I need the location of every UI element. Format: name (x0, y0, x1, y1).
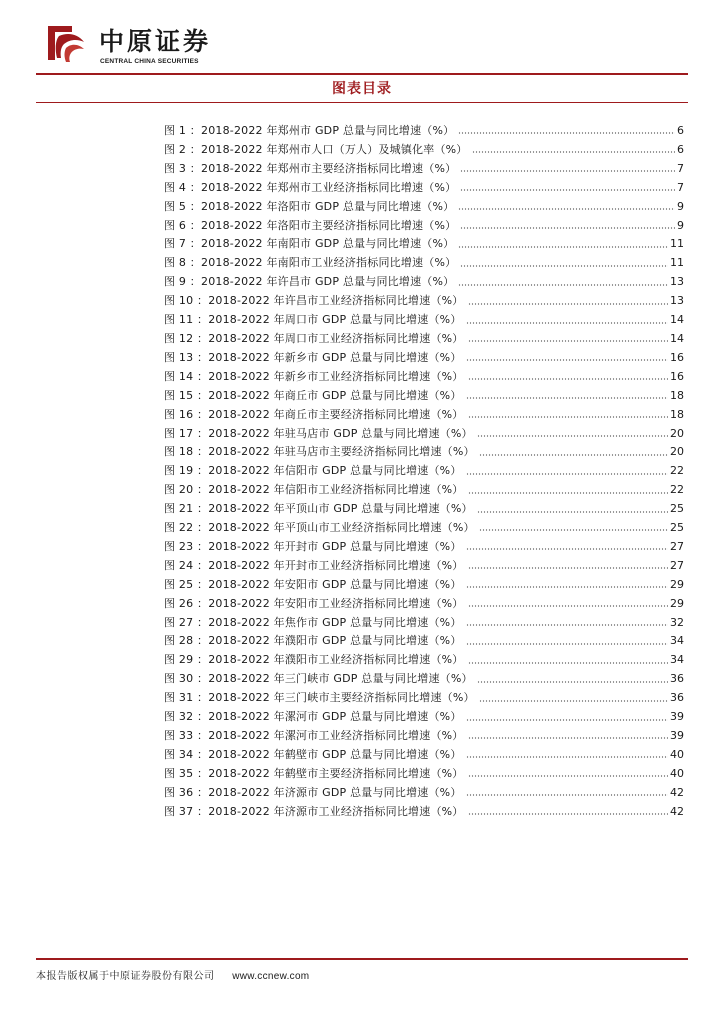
toc-entry[interactable] (164, 538, 684, 557)
toc-entry-page: 7 (677, 161, 684, 175)
toc-entry-page: 42 (670, 804, 684, 818)
toc-entry-title: 图 21 ：2018-2022 年平顶山市 GDP 总量与同比增速（%） (164, 502, 473, 516)
toc-entry-title: 图 10 ：2018-2022 年许昌市工业经济指标同比增速（%） (164, 294, 464, 308)
toc-entry[interactable] (164, 406, 684, 425)
toc-entry[interactable] (164, 443, 684, 462)
dot-leader (468, 567, 669, 569)
toc-entry-title: 图 13 ：2018-2022 年新乡市 GDP 总量与同比增速（%） (164, 350, 462, 364)
toc-entry-page: 9 (677, 218, 684, 232)
dot-leader (466, 473, 668, 475)
toc-entry-title: 图 12 ：2018-2022 年周口市工业经济指标同比增速（%） (164, 331, 464, 345)
toc-entry-page: 11 (670, 256, 684, 270)
toc-entry[interactable] (164, 708, 684, 727)
dot-leader (477, 511, 668, 513)
website-link[interactable]: www.ccnew.com (232, 971, 310, 982)
dot-leader (479, 700, 668, 702)
toc-entry-page: 16 (670, 350, 684, 364)
dot-leader (468, 416, 669, 418)
toc-entry-page: 40 (670, 766, 684, 780)
toc-entry-title: 图 19 ：2018-2022 年信阳市 GDP 总量与同比增速（%） (164, 464, 462, 478)
toc-entry-page: 25 (670, 502, 684, 516)
toc-entry-page: 29 (670, 596, 684, 610)
dot-leader (466, 322, 668, 324)
toc-entry-title: 图 9 ：2018-2022 年许昌市 GDP 总量与同比增速（%） (164, 275, 455, 289)
toc-entry[interactable] (164, 632, 684, 651)
toc-entry-page: 6 (677, 142, 684, 156)
company-logo-icon (44, 22, 90, 66)
toc-entry[interactable] (164, 122, 684, 141)
toc-entry-title: 图 20 ：2018-2022 年信阳市工业经济指标同比增速（%） (164, 483, 464, 497)
toc-entry[interactable] (164, 765, 684, 784)
toc-entry-title: 图 24 ：2018-2022 年开封市工业经济指标同比增速（%） (164, 558, 464, 572)
footer-divider (36, 958, 688, 960)
toc-entry[interactable] (164, 576, 684, 595)
toc-entry-page: 18 (670, 388, 684, 402)
dot-leader (468, 737, 669, 739)
dot-leader (458, 132, 675, 134)
toc-entry[interactable] (164, 254, 684, 273)
toc-entry-page: 16 (670, 369, 684, 383)
dot-leader (468, 662, 669, 664)
toc-entry-title: 图 25 ：2018-2022 年安阳市 GDP 总量与同比增速（%） (164, 577, 462, 591)
brand-name-cn: 中原证券 (99, 27, 212, 56)
toc-entry-title: 图 3 ：2018-2022 年郑州市主要经济指标同比增速（%） (164, 161, 457, 175)
dot-leader (468, 605, 669, 607)
toc-entry-title: 图 36 ：2018-2022 年济源市 GDP 总量与同比增速（%） (164, 785, 462, 799)
toc-entry[interactable] (164, 689, 684, 708)
page-title: 图表目录 (332, 81, 392, 97)
toc-entry[interactable] (164, 670, 684, 689)
toc-entry-page: 22 (670, 464, 684, 478)
toc-entry-title: 图 1 ：2018-2022 年郑州市 GDP 总量与同比增速（%） (164, 124, 455, 137)
toc-entry-page: 20 (670, 426, 684, 440)
dot-leader (460, 265, 668, 267)
dot-leader (458, 208, 675, 210)
toc-entry-title: 图 32 ：2018-2022 年漯河市 GDP 总量与同比增速（%） (164, 710, 462, 724)
toc-entry-page: 40 (670, 747, 684, 761)
dot-leader (460, 227, 675, 229)
toc-entry-page: 25 (670, 521, 684, 535)
toc-entry[interactable] (164, 292, 684, 311)
dot-leader (466, 359, 668, 361)
toc-entry[interactable] (164, 651, 684, 670)
toc-entry[interactable] (164, 160, 684, 179)
toc-entry[interactable] (164, 595, 684, 614)
dot-leader (477, 435, 668, 437)
dot-leader (466, 794, 668, 796)
toc-entry-page: 22 (670, 483, 684, 497)
toc-entry[interactable] (164, 519, 684, 538)
dot-leader (472, 151, 676, 153)
toc-entry-title: 图 17 ：2018-2022 年驻马店市 GDP 总量与同比增速（%） (164, 426, 473, 440)
toc-entry-title: 图 26 ：2018-2022 年安阳市工业经济指标同比增速（%） (164, 596, 464, 610)
toc-entry-title: 图 22 ：2018-2022 年平顶山市工业经济指标同比增速（%） (164, 521, 475, 535)
toc-entry-title: 图 15 ：2018-2022 年商丘市 GDP 总量与同比增速（%） (164, 388, 462, 402)
dot-leader (468, 340, 669, 342)
toc-entry-title: 图 8 ：2018-2022 年南阳市工业经济指标同比增速（%） (164, 256, 457, 270)
toc-entry-title: 图 5 ：2018-2022 年洛阳市 GDP 总量与同比增速（%） (164, 199, 455, 213)
toc-entry-page: 14 (670, 331, 684, 345)
dot-leader (468, 378, 669, 380)
toc-entry-title: 图 28 ：2018-2022 年濮阳市 GDP 总量与同比增速（%） (164, 634, 462, 648)
toc-entry-title: 图 29 ：2018-2022 年濮阳市工业经济指标同比增速（%） (164, 653, 464, 667)
toc-entry[interactable] (164, 784, 684, 803)
toc-entry-page: 34 (670, 634, 684, 648)
toc-entry-title: 图 18 ：2018-2022 年驻马店市主要经济指标同比增速（%） (164, 445, 475, 459)
figure-list (164, 122, 684, 822)
dot-leader (468, 775, 669, 777)
toc-entry-page: 34 (670, 653, 684, 667)
dot-leader (466, 624, 668, 626)
toc-entry-page: 6 (677, 124, 684, 137)
page-footer (36, 970, 309, 984)
header-divider (36, 73, 688, 75)
toc-entry[interactable] (164, 746, 684, 765)
toc-entry[interactable] (164, 425, 684, 444)
dot-leader (466, 548, 668, 550)
toc-entry-title: 图 4 ：2018-2022 年郑州市工业经济指标同比增速（%） (164, 180, 457, 194)
toc-entry-title: 图 31 ：2018-2022 年三门峡市主要经济指标同比增速（%） (164, 691, 475, 705)
toc-entry[interactable] (164, 141, 684, 160)
title-divider (36, 102, 688, 103)
toc-entry-title: 图 6 ：2018-2022 年洛阳市主要经济指标同比增速（%） (164, 218, 457, 232)
toc-entry[interactable] (164, 481, 684, 500)
dot-leader (466, 719, 668, 721)
toc-entry[interactable] (164, 273, 684, 292)
toc-entry-page: 36 (670, 672, 684, 686)
toc-entry-page: 9 (677, 199, 684, 213)
toc-entry[interactable] (164, 179, 684, 198)
dot-leader (466, 586, 668, 588)
toc-entry-title: 图 35 ：2018-2022 年鹤壁市主要经济指标同比增速（%） (164, 766, 464, 780)
toc-entry-page: 7 (677, 180, 684, 194)
dot-leader (479, 454, 668, 456)
dot-leader (466, 397, 668, 399)
toc-entry-page: 29 (670, 577, 684, 591)
toc-entry-page: 27 (670, 539, 684, 553)
toc-entry[interactable] (164, 462, 684, 481)
dot-leader (479, 529, 668, 531)
toc-entry-title: 图 27 ：2018-2022 年焦作市 GDP 总量与同比增速（%） (164, 615, 462, 629)
brand-name-en: CENTRAL CHINA SECURITIES (100, 58, 199, 65)
toc-entry-page: 14 (670, 313, 684, 327)
dot-leader (460, 189, 675, 191)
toc-entry-title: 图 33 ：2018-2022 年漯河市工业经济指标同比增速（%） (164, 729, 464, 742)
toc-entry-page: 36 (670, 691, 684, 705)
toc-entry[interactable] (164, 557, 684, 576)
toc-entry[interactable] (164, 727, 684, 746)
toc-entry-title: 图 30 ：2018-2022 年三门峡市 GDP 总量与同比增速（%） (164, 672, 473, 686)
dot-leader (477, 681, 668, 683)
toc-entry[interactable] (164, 235, 684, 254)
toc-entry-title: 图 34 ：2018-2022 年鹤壁市 GDP 总量与同比增速（%） (164, 747, 462, 761)
toc-entry-page: 32 (670, 615, 684, 629)
toc-entry[interactable] (164, 368, 684, 387)
toc-entry-page: 11 (670, 237, 684, 251)
toc-entry[interactable] (164, 500, 684, 519)
toc-entry[interactable] (164, 330, 684, 349)
toc-entry-page: 42 (670, 785, 684, 799)
dot-leader (458, 246, 668, 248)
toc-entry[interactable] (164, 349, 684, 368)
toc-entry-page: 27 (670, 558, 684, 572)
toc-entry[interactable] (164, 614, 684, 633)
toc-entry-page: 13 (670, 275, 684, 289)
toc-entry-page: 13 (670, 294, 684, 308)
toc-entry[interactable] (164, 387, 684, 406)
toc-entry[interactable] (164, 217, 684, 236)
page-header (0, 0, 724, 80)
dot-leader (460, 170, 675, 172)
toc-entry-title: 图 16 ：2018-2022 年商丘市主要经济指标同比增速（%） (164, 407, 464, 421)
dot-leader (468, 813, 669, 815)
dot-leader (468, 492, 669, 494)
toc-entry-page: 39 (670, 729, 684, 742)
dot-leader (466, 756, 668, 758)
toc-entry-title: 图 2 ：2018-2022 年郑州市人口（万人）及城镇化率（%） (164, 142, 468, 156)
copyright-text: 本报告版权属于中原证券股份有限公司 (36, 971, 215, 982)
toc-entry-title: 图 14 ：2018-2022 年新乡市工业经济指标同比增速（%） (164, 369, 464, 383)
toc-entry-page: 39 (670, 710, 684, 724)
toc-entry-title: 图 7 ：2018-2022 年南阳市 GDP 总量与同比增速（%） (164, 237, 455, 251)
toc-entry-page: 20 (670, 445, 684, 459)
dot-leader (466, 643, 668, 645)
toc-entry-title: 图 11 ：2018-2022 年周口市 GDP 总量与同比增速（%） (164, 313, 462, 327)
dot-leader (468, 303, 669, 305)
toc-entry-page: 18 (670, 407, 684, 421)
toc-entry[interactable] (164, 803, 684, 822)
toc-entry-title: 图 23 ：2018-2022 年开封市 GDP 总量与同比增速（%） (164, 539, 462, 553)
toc-entry[interactable] (164, 311, 684, 330)
toc-entry-title: 图 37 ：2018-2022 年济源市工业经济指标同比增速（%） (164, 804, 464, 818)
dot-leader (458, 284, 668, 286)
toc-entry[interactable] (164, 198, 684, 217)
